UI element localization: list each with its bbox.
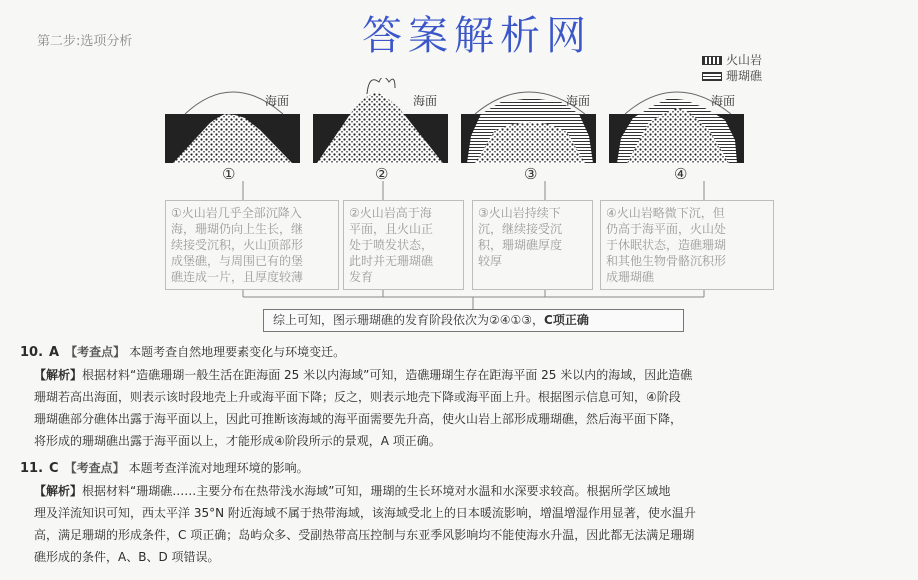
stage-number: ② (375, 165, 389, 183)
summary-box (263, 309, 684, 332)
checkpoint-tag: 【考查点】 (65, 345, 126, 359)
explanation-stage-3 (472, 200, 593, 290)
explanation-line: 成珊瑚礁 (606, 270, 655, 284)
analysis-line: 理及洋流知识可知，西太平洋 35°N 附近海域不属于热带海域，该海域受北上的日本暖流影响，增温增湿作用显著，使水温升 (34, 506, 696, 520)
explanation-line: 沉，继续接受沉 (478, 222, 563, 236)
sea-level-label: 海面 (265, 94, 290, 108)
explanation-line: 于休眠状态，造礁珊瑚 (606, 238, 727, 252)
step-title: 第二步:选项分析 (37, 34, 133, 49)
question-10 (20, 341, 900, 452)
explanation-line: 处于喷发状态， (349, 238, 434, 252)
legend-coral-label: 珊瑚礁 (726, 69, 763, 83)
analysis-line (34, 480, 900, 502)
analysis-line: 珊瑚若高出海面，则表示该时段地壳上升或海平面下降；反之，则表示地壳下降或海平面上升。根据图示信息可知，④阶段 (34, 390, 681, 404)
stage-number: ③ (524, 165, 538, 183)
explanation-line: 平面，且火山正 (349, 222, 434, 236)
explanation-stage-2 (343, 200, 464, 290)
explanation-line: 成堡礁，与周围已有的堡 (171, 254, 304, 268)
analysis-line: 珊瑚礁部分礁体出露于海平面以上，因此可推断该海域的海平面需要先升高，使火山岩上部形成珊瑚礁，然后海平面下降， (34, 412, 683, 426)
analysis-line: 将形成的珊瑚礁出露于海平面以上，才能形成④阶段所示的景观，A 项正确。 (34, 434, 441, 448)
question-answer: A (49, 345, 60, 360)
explanation-line: ④火山岩略微下沉，但 (606, 206, 725, 220)
explanation-line: ②火山岩高于海 (349, 206, 432, 220)
site-watermark: 答案解析网 (362, 13, 592, 59)
analysis-tag: 【解析】 (34, 368, 83, 382)
analysis-line: 礁形成的条件，A、B、D 项错误。 (34, 550, 220, 564)
analysis-paragraph (20, 364, 900, 452)
question-number: 11. (20, 461, 44, 476)
summary-text: 综上可知，图示珊瑚礁的发育阶段依次为②④①③， (273, 313, 545, 327)
analysis-text: 根据材料“珊瑚礁……主要分布在热带浅水海域”可知，珊瑚的生长环境对水温和水深要求较高。根据所学区域地 (82, 484, 671, 498)
explanation-line: 此时并无珊瑚礁 (349, 254, 434, 268)
question-header (20, 341, 900, 364)
explanation-line: ③火山岩持续下 (478, 206, 561, 220)
summary-conclusion: C项正确 (544, 313, 589, 327)
explanation-line: 积，珊瑚礁厚度 (478, 238, 563, 252)
explanation-line: ①火山岩几乎全部沉降入 (171, 206, 302, 220)
sea-level-label: 海面 (413, 94, 438, 108)
analysis-line (34, 364, 900, 386)
analysis-paragraph (20, 480, 900, 568)
explanation-line: 和其他生物骨骼沉积形 (606, 254, 727, 268)
explanation-line: 仍高于海平面，火山处 (606, 222, 727, 236)
analysis-tag: 【解析】 (34, 484, 83, 498)
analysis-text: 根据材料“造礁珊瑚一般生活在距海面 25 米以内海域”可知，造礁珊瑚生存在距海平面 25 米以内的海域，因此造礁 (82, 368, 693, 382)
explanation-line: 续接受沉积，火山顶部形 (171, 238, 304, 252)
legend-volcanic-label: 火山岩 (726, 53, 763, 67)
explanation-line: 海，珊瑚仍向上生长，继 (171, 222, 304, 236)
explanation-line: 发育 (349, 270, 374, 284)
question-11 (20, 457, 900, 568)
question-header (20, 457, 900, 480)
question-answer: C (49, 461, 59, 476)
stage-number: ① (222, 165, 236, 183)
explanation-line: 礁连成一片，且厚度较薄 (171, 270, 304, 284)
question-topic: 本题考查洋流对地理环境的影响。 (128, 461, 309, 475)
checkpoint-tag: 【考查点】 (64, 461, 125, 475)
sea-level-label: 海面 (711, 94, 736, 108)
analysis-line: 高，满足珊瑚的形成条件，C 项正确；岛屿众多、受副热带高压控制与东亚季风影响均不能使海水升温，因此都无法满足珊瑚 (34, 528, 695, 542)
question-topic: 本题考查自然地理要素变化与环境变迁。 (129, 345, 346, 359)
sea-level-label: 海面 (566, 94, 591, 108)
explanation-stage-1 (165, 200, 339, 290)
explanation-line: 较厚 (478, 254, 503, 268)
question-number: 10. (20, 345, 44, 360)
explanation-stage-4 (600, 200, 774, 290)
stage-number: ④ (674, 165, 688, 183)
